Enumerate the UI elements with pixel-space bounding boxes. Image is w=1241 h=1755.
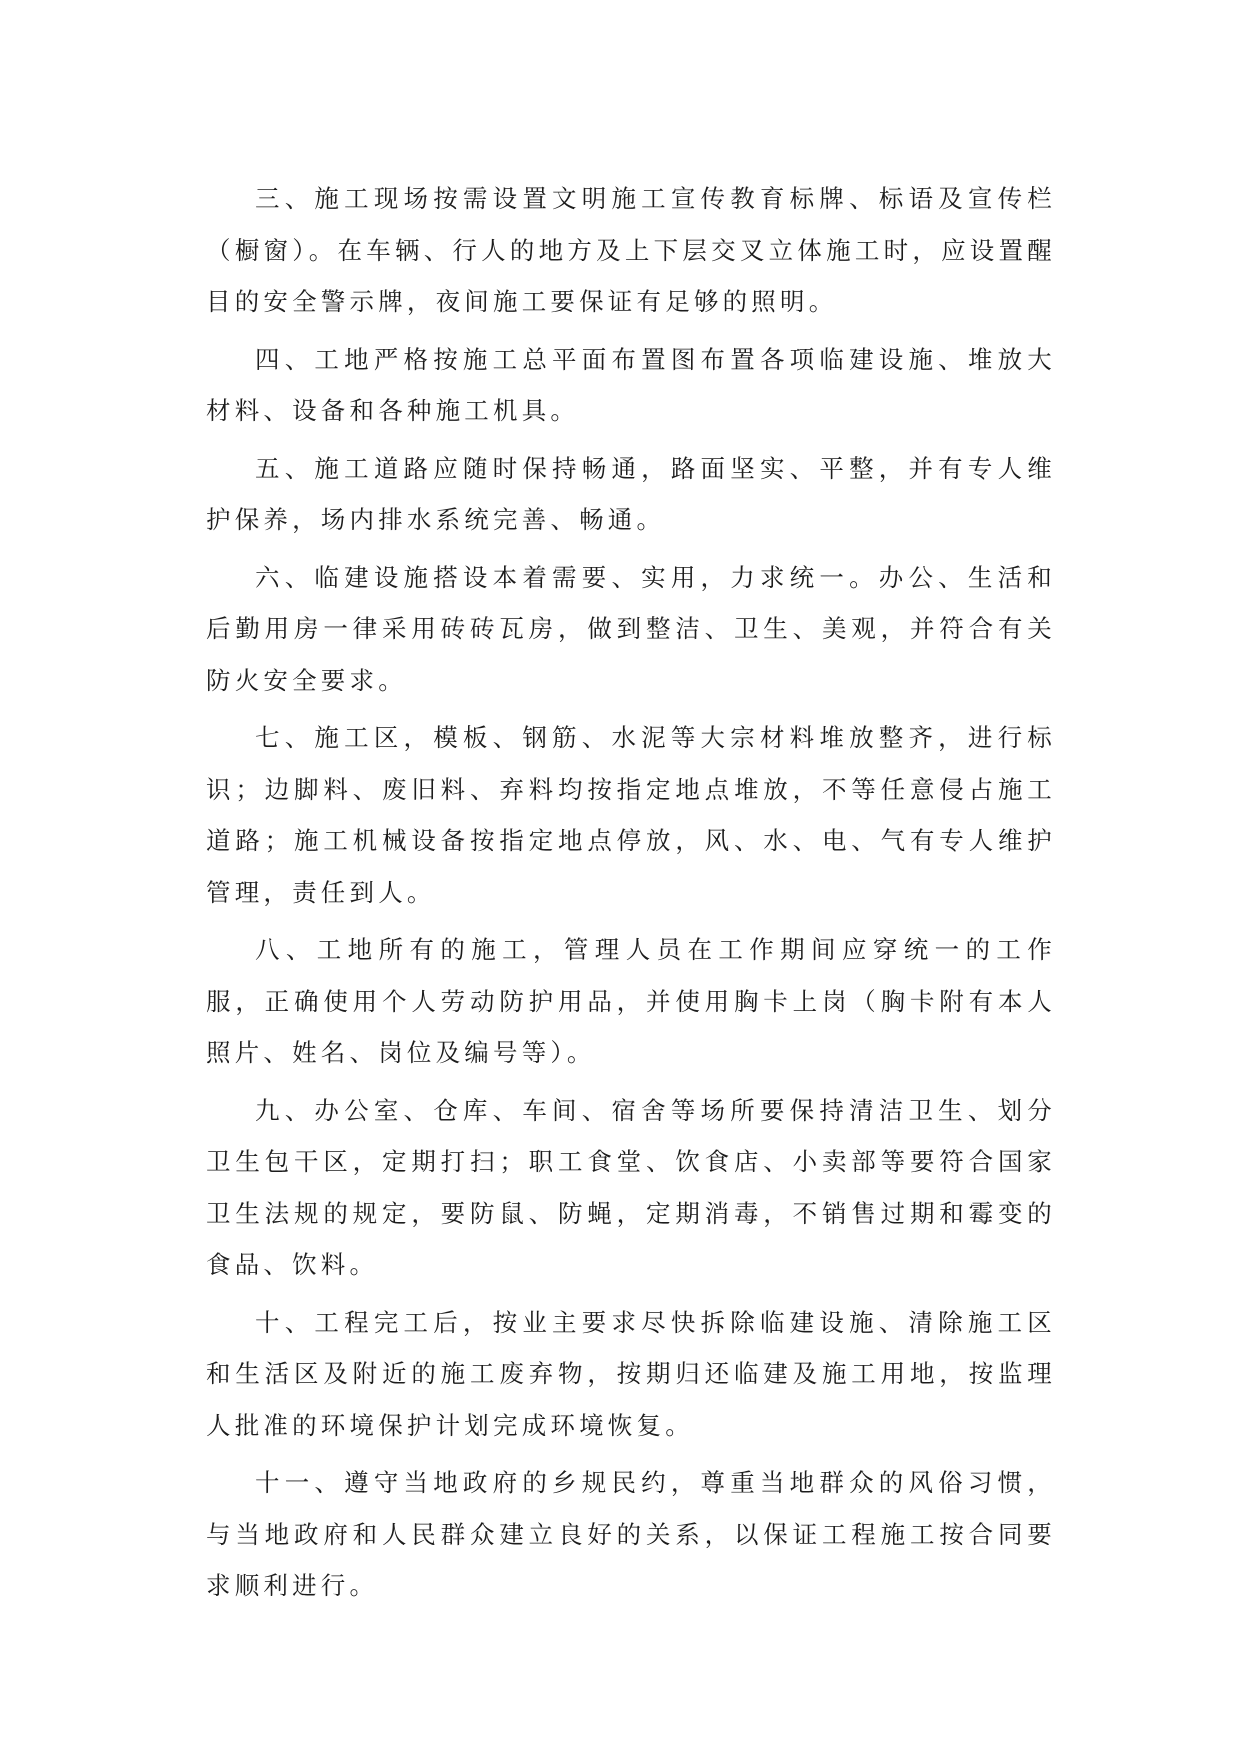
paragraph-9: 九、办公室、仓库、车间、宿舍等场所要保持清洁卫生、划分卫生包干区，定期打扫；职工食堂、饮食店、小卖部等要符合国家卫生法规的规定，要防鼠、防蝇，定期消毒，不销售过期和霉变的食品、饮料。 [206, 1095, 1056, 1279]
paragraph-4: 四、工地严格按施工总平面布置图布置各项临建设施、堆放大材料、设备和各种施工机具。 [206, 344, 1056, 425]
paragraph-11: 十一、遵守当地政府的乡规民约，尊重当地群众的风俗习惯，与当地政府和人民群众建立良好的关系，以保证工程施工按合同要求顺利进行。 [206, 1468, 1056, 1600]
paragraph-6: 六、临建设施搭设本着需要、实用，力求统一。办公、生活和后勤用房一律采用砖砖瓦房，做到整洁、卫生、美观，并符合有关防火安全要求。 [206, 562, 1056, 695]
paragraph-7: 七、施工区，模板、钢筋、水泥等大宗材料堆放整齐，进行标识；边脚料、废旧料、弃料均按指定地点堆放，不等任意侵占施工道路；施工机械设备按指定地点停放，风、水、电、气有专人维护管理，责任到人。 [206, 723, 1056, 907]
document-body [206, 173, 1056, 1618]
paragraph-8: 八、工地所有的施工，管理人员在工作期间应穿统一的工作服，正确使用个人劳动防护用品，并使用胸卡上岗（胸卡附有本人照片、姓名、岗位及编号等）。 [206, 935, 1056, 1067]
paragraph-5: 五、施工道路应随时保持畅通，路面坚实、平整，并有专人维护保养，场内排水系统完善、畅通。 [206, 453, 1056, 534]
paragraph-10: 十、工程完工后，按业主要求尽快拆除临建设施、清除施工区和生活区及附近的施工废弃物，按期归还临建及施工用地，按监理人批准的环境保护计划完成环境恢复。 [206, 1307, 1056, 1440]
paragraph-3: 三、施工现场按需设置文明施工宣传教育标牌、标语及宣传栏（橱窗）。在车辆、行人的地方及上下层交叉立体施工时，应设置醒目的安全警示牌，夜间施工要保证有足够的照明。 [206, 184, 1056, 316]
